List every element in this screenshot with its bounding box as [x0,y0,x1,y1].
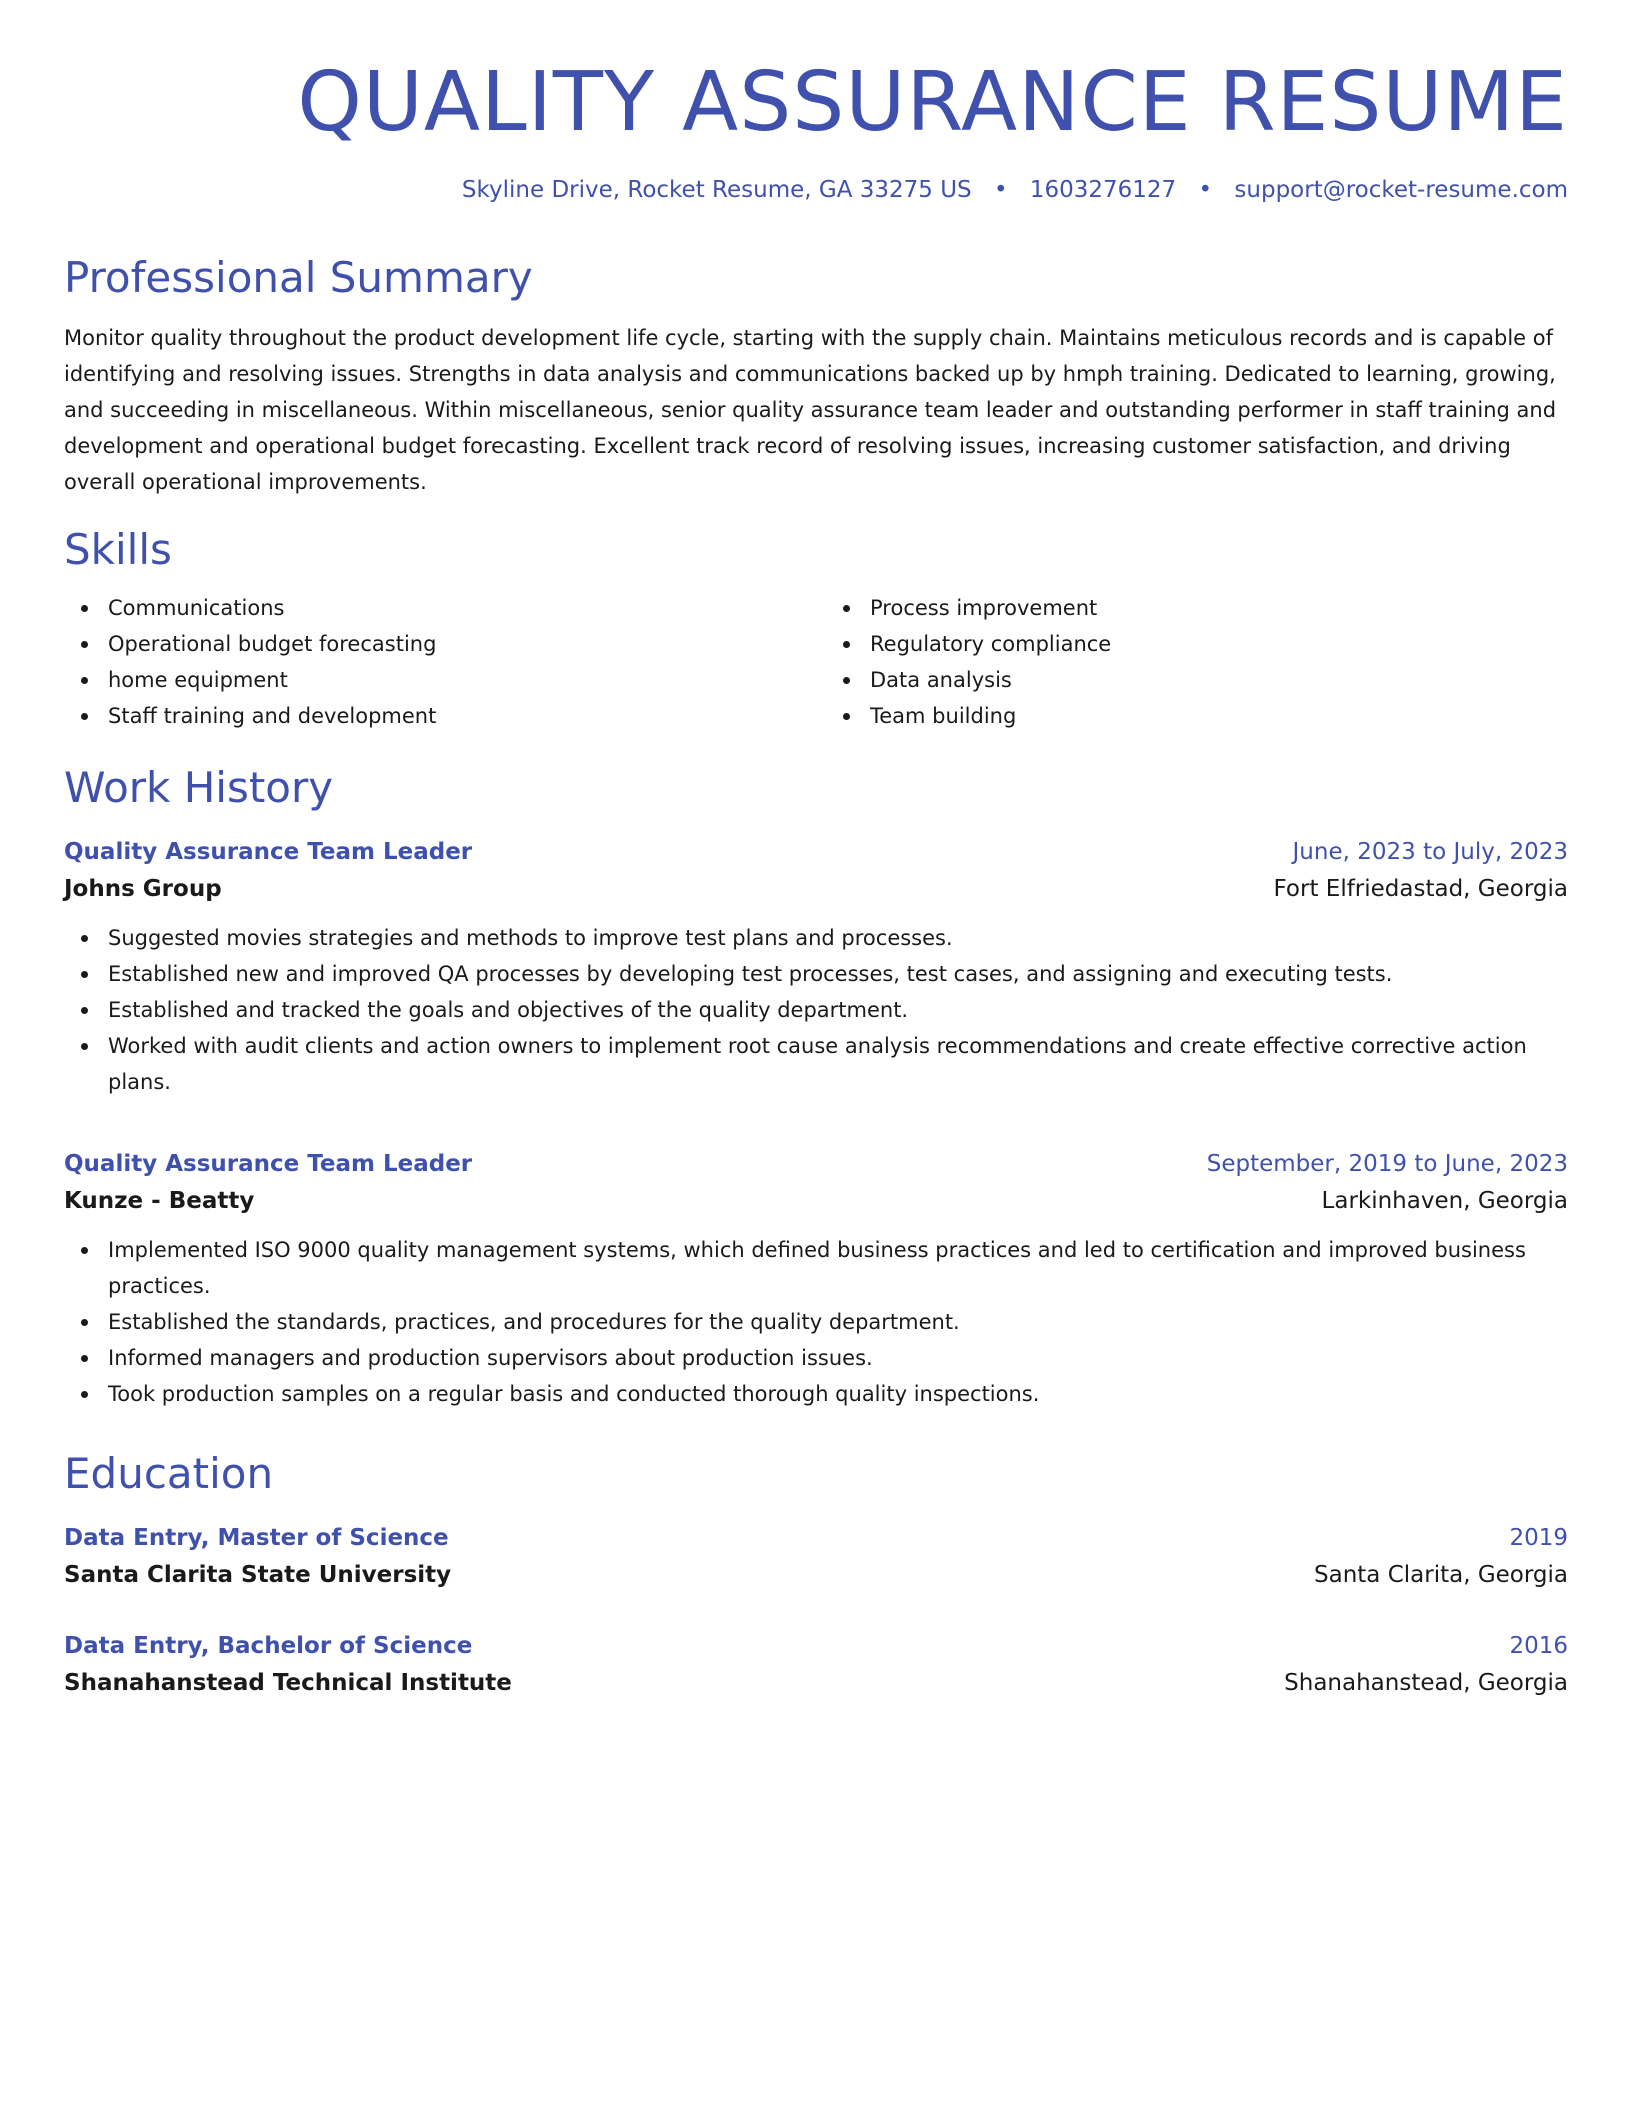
job-entry [64,834,1568,1100]
job-title-row [64,1146,1568,1182]
job-title: Quality Assurance Team Leader [64,839,473,865]
resume-header [64,0,1568,206]
contact-separator: • [1198,177,1213,203]
school-row [64,1556,1568,1594]
school-location: Santa Clarita, Georgia [1314,1562,1568,1588]
summary-text: Monitor quality throughout the product development life cycle, starting with the supply chain. Maintains meticulous records and is capable of identifying and resolving issues. Strengths in data analysis and communications backed up by hmph training. Dedicated to learning, growing, and succeeding in miscellaneous. Within miscellaneous, senior quality assurance team leader and outstanding performer in staff training and development and operational budget forecasting. Excellent track record of resolving issues, increasing customer satisfaction, and driving overall operational improvements. [64,326,1557,494]
job-title-row [64,834,1568,870]
contact-address: Skyline Drive, Rocket Resume, GA 33275 US [461,177,972,203]
job-location: Larkinhaven, Georgia [1321,1188,1568,1214]
school-row [64,1664,1568,1702]
summary-heading: Professional Summary [64,253,533,302]
job-company: Johns Group [64,876,222,902]
skills-heading: Skills [64,525,172,574]
skill-item: Data analysis [826,662,1568,698]
skill-item: home equipment [64,662,806,698]
contact-line [64,174,1568,206]
job-bullet: Established the standards, practices, and procedures for the quality department. [64,1304,1568,1340]
skills-list-right [826,590,1568,734]
resume-title: QUALITY ASSURANCE RESUME [297,55,1568,150]
education-entry [64,1520,1568,1594]
skills-list-left [64,590,806,734]
job-company: Kunze - Beatty [64,1188,255,1214]
job-bullets [64,1232,1568,1412]
education-heading: Education [64,1449,274,1498]
degree: Data Entry, Master of Science [64,1525,449,1551]
skill-item: Team building [826,698,1568,734]
skill-item: Staff training and development [64,698,806,734]
job-bullet: Suggested movies strategies and methods to improve test plans and processes. [64,920,1568,956]
job-company-row [64,1182,1568,1220]
school-location: Shanahanstead, Georgia [1284,1670,1568,1696]
job-company-row [64,870,1568,908]
job-bullets [64,920,1568,1100]
skill-item: Process improvement [826,590,1568,626]
degree-row [64,1628,1568,1664]
degree-row [64,1520,1568,1556]
degree: Data Entry, Bachelor of Science [64,1633,473,1659]
job-bullet: Informed managers and production supervisors about production issues. [64,1340,1568,1376]
graduation-year: 2016 [1509,1633,1568,1659]
job-bullet: Implemented ISO 9000 quality management systems, which defined business practices and led to certification and improved business practices. [64,1232,1568,1304]
skill-item: Operational budget forecasting [64,626,806,662]
skills-grid [64,590,1568,734]
skill-item: Communications [64,590,806,626]
contact-email[interactable]: support@rocket-resume.com [1234,177,1568,203]
job-bullet: Established new and improved QA processes by developing test processes, test cases, and assigning and executing tests. [64,956,1568,992]
resume-page [64,0,1568,1702]
education-entry [64,1628,1568,1702]
job-dates: June, 2023 to July, 2023 [1292,839,1568,865]
contact-separator: • [993,177,1008,203]
school-name: Shanahanstead Technical Institute [64,1670,512,1696]
contact-phone: 1603276127 [1029,177,1177,203]
job-entry [64,1146,1568,1412]
job-bullet: Took production samples on a regular basis and conducted thorough quality inspections. [64,1376,1568,1412]
job-dates: September, 2019 to June, 2023 [1206,1151,1568,1177]
work-history-heading: Work History [64,763,334,812]
job-bullet: Worked with audit clients and action owners to implement root cause analysis recommendations and create effective corrective action plans. [64,1028,1568,1100]
graduation-year: 2019 [1509,1525,1568,1551]
job-bullet: Established and tracked the goals and objectives of the quality department. [64,992,1568,1028]
job-title: Quality Assurance Team Leader [64,1151,473,1177]
job-location: Fort Elfriedastad, Georgia [1273,876,1568,902]
school-name: Santa Clarita State University [64,1562,452,1588]
skill-item: Regulatory compliance [826,626,1568,662]
